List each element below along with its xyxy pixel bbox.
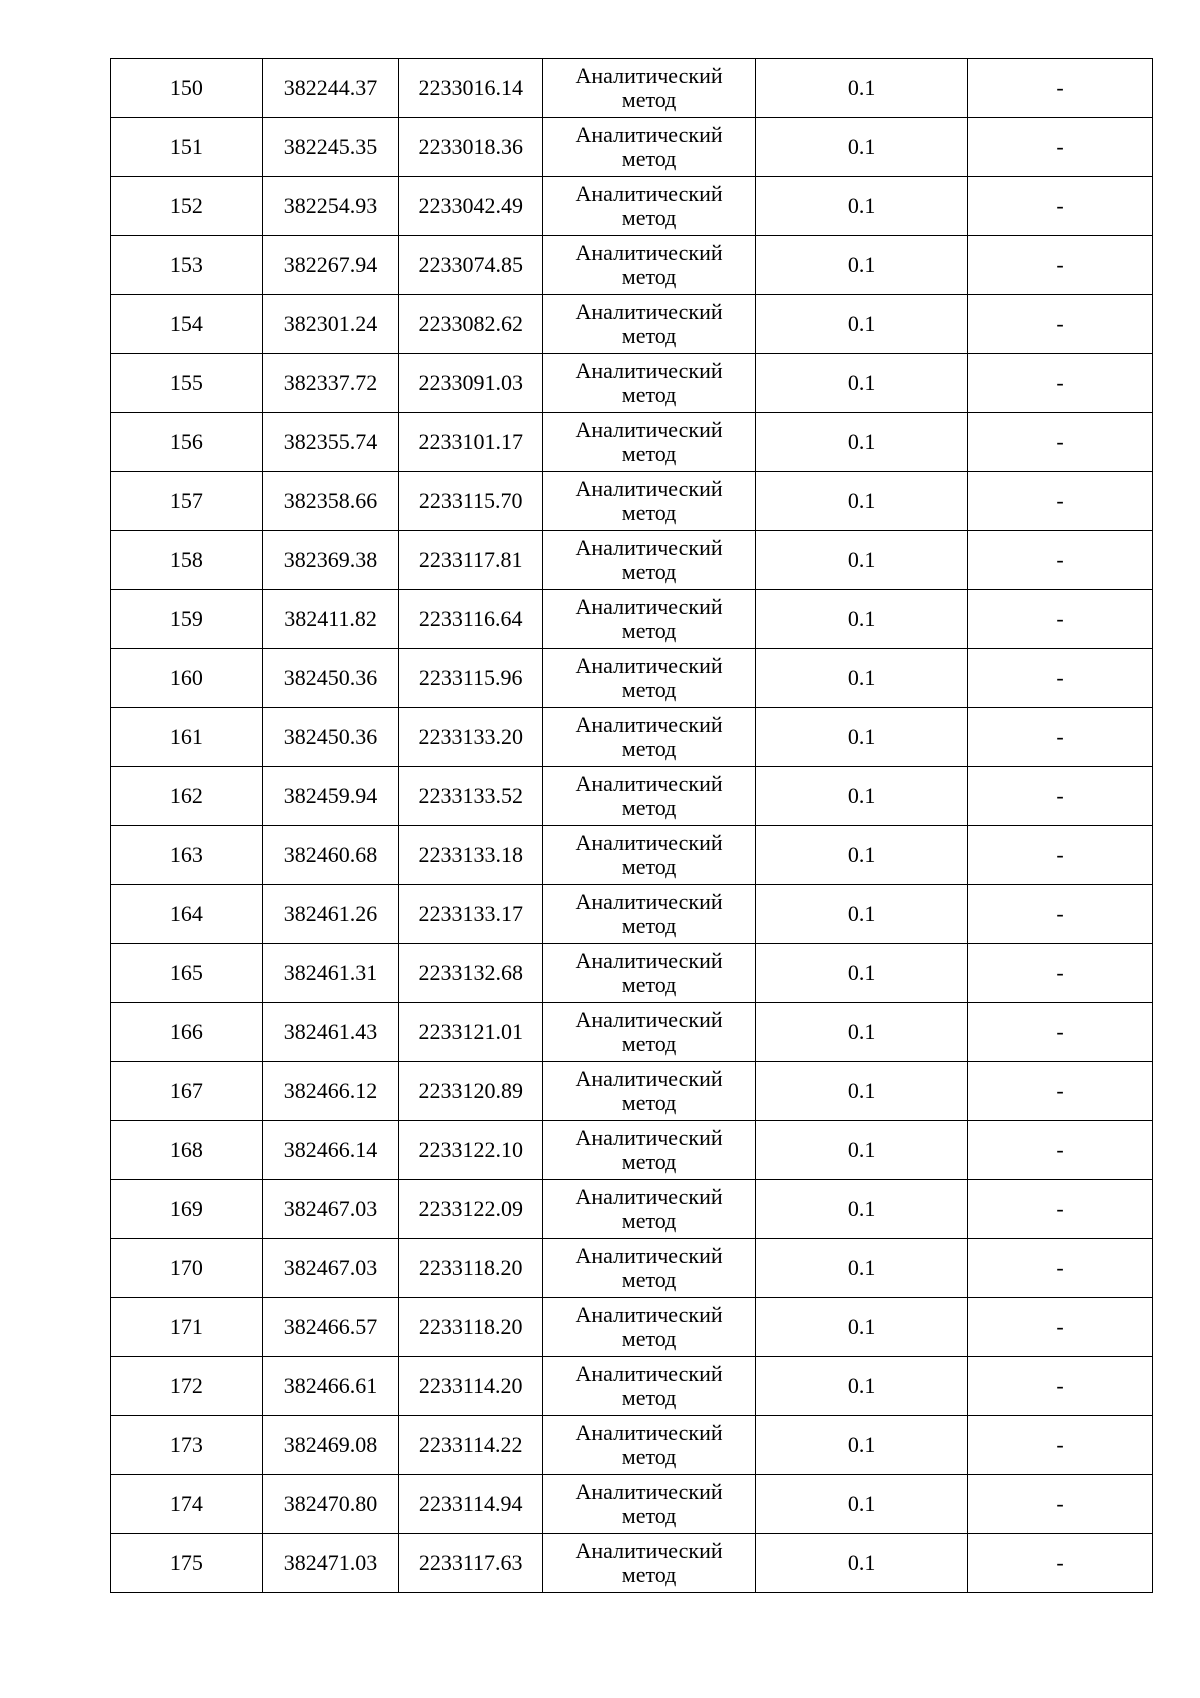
method-text-line: Аналитический bbox=[575, 830, 723, 855]
note-cell: - bbox=[968, 59, 1153, 118]
accuracy-cell: 0.1 bbox=[756, 1298, 968, 1357]
note-cell: - bbox=[968, 413, 1153, 472]
table-row bbox=[111, 1121, 1153, 1180]
point-number-cell: 150 bbox=[111, 59, 263, 118]
y-coordinate-cell: 2233101.17 bbox=[399, 413, 543, 472]
method-text-line: метод bbox=[621, 677, 677, 702]
x-coordinate-cell: 382337.72 bbox=[262, 354, 399, 413]
x-coordinate-cell: 382466.57 bbox=[262, 1298, 399, 1357]
y-coordinate-cell: 2233042.49 bbox=[399, 177, 543, 236]
note-cell: - bbox=[968, 885, 1153, 944]
method-text-line: Аналитический bbox=[575, 1420, 723, 1445]
method-text-line: метод bbox=[621, 87, 677, 112]
note-cell: - bbox=[968, 1062, 1153, 1121]
method-text-line: Аналитический bbox=[575, 594, 723, 619]
point-number-cell: 171 bbox=[111, 1298, 263, 1357]
y-coordinate-cell: 2233114.22 bbox=[399, 1416, 543, 1475]
y-coordinate-cell: 2233016.14 bbox=[399, 59, 543, 118]
method-text-line: метод bbox=[621, 736, 677, 761]
method-cell bbox=[543, 1180, 756, 1239]
y-coordinate-cell: 2233118.20 bbox=[399, 1239, 543, 1298]
table-row bbox=[111, 295, 1153, 354]
accuracy-cell: 0.1 bbox=[756, 590, 968, 649]
table-row bbox=[111, 1357, 1153, 1416]
method-text-line: метод bbox=[621, 1385, 677, 1410]
point-number-cell: 173 bbox=[111, 1416, 263, 1475]
point-number-cell: 155 bbox=[111, 354, 263, 413]
method-cell bbox=[543, 295, 756, 354]
point-number-cell: 154 bbox=[111, 295, 263, 354]
method-cell bbox=[543, 1475, 756, 1534]
accuracy-cell: 0.1 bbox=[756, 295, 968, 354]
y-coordinate-cell: 2233121.01 bbox=[399, 1003, 543, 1062]
x-coordinate-cell: 382466.61 bbox=[262, 1357, 399, 1416]
point-number-cell: 167 bbox=[111, 1062, 263, 1121]
method-cell bbox=[543, 354, 756, 413]
accuracy-cell: 0.1 bbox=[756, 1121, 968, 1180]
method-cell bbox=[543, 1003, 756, 1062]
y-coordinate-cell: 2233116.64 bbox=[399, 590, 543, 649]
accuracy-cell: 0.1 bbox=[756, 1239, 968, 1298]
method-cell bbox=[543, 177, 756, 236]
table-row bbox=[111, 1298, 1153, 1357]
x-coordinate-cell: 382301.24 bbox=[262, 295, 399, 354]
method-cell bbox=[543, 590, 756, 649]
note-cell: - bbox=[968, 472, 1153, 531]
note-cell: - bbox=[968, 1298, 1153, 1357]
table-row bbox=[111, 1003, 1153, 1062]
point-number-cell: 175 bbox=[111, 1534, 263, 1593]
method-cell bbox=[543, 236, 756, 295]
accuracy-cell: 0.1 bbox=[756, 826, 968, 885]
method-cell bbox=[543, 1357, 756, 1416]
y-coordinate-cell: 2233018.36 bbox=[399, 118, 543, 177]
table-row bbox=[111, 767, 1153, 826]
accuracy-cell: 0.1 bbox=[756, 472, 968, 531]
note-cell: - bbox=[968, 1003, 1153, 1062]
x-coordinate-cell: 382466.14 bbox=[262, 1121, 399, 1180]
note-cell: - bbox=[968, 354, 1153, 413]
y-coordinate-cell: 2233117.63 bbox=[399, 1534, 543, 1593]
method-text-line: Аналитический bbox=[575, 240, 723, 265]
y-coordinate-cell: 2233122.10 bbox=[399, 1121, 543, 1180]
method-cell bbox=[543, 826, 756, 885]
table-row bbox=[111, 826, 1153, 885]
method-text-line: метод bbox=[621, 264, 677, 289]
x-coordinate-cell: 382450.36 bbox=[262, 708, 399, 767]
method-text-line: метод bbox=[621, 382, 677, 407]
method-text-line: метод bbox=[621, 795, 677, 820]
table-row bbox=[111, 708, 1153, 767]
table-row bbox=[111, 354, 1153, 413]
method-text-line: метод bbox=[621, 913, 677, 938]
x-coordinate-cell: 382467.03 bbox=[262, 1239, 399, 1298]
table-row bbox=[111, 413, 1153, 472]
note-cell: - bbox=[968, 1357, 1153, 1416]
point-number-cell: 162 bbox=[111, 767, 263, 826]
table-row bbox=[111, 1180, 1153, 1239]
point-number-cell: 159 bbox=[111, 590, 263, 649]
method-text-line: метод bbox=[621, 1090, 677, 1115]
point-number-cell: 151 bbox=[111, 118, 263, 177]
x-coordinate-cell: 382450.36 bbox=[262, 649, 399, 708]
method-cell bbox=[543, 767, 756, 826]
table-row bbox=[111, 1475, 1153, 1534]
method-text-line: метод bbox=[621, 1208, 677, 1233]
coordinates-table bbox=[110, 58, 1153, 1593]
table-row bbox=[111, 236, 1153, 295]
x-coordinate-cell: 382267.94 bbox=[262, 236, 399, 295]
y-coordinate-cell: 2233118.20 bbox=[399, 1298, 543, 1357]
point-number-cell: 170 bbox=[111, 1239, 263, 1298]
y-coordinate-cell: 2233120.89 bbox=[399, 1062, 543, 1121]
table-row bbox=[111, 531, 1153, 590]
method-text-line: метод bbox=[621, 205, 677, 230]
x-coordinate-cell: 382244.37 bbox=[262, 59, 399, 118]
x-coordinate-cell: 382469.08 bbox=[262, 1416, 399, 1475]
note-cell: - bbox=[968, 708, 1153, 767]
note-cell: - bbox=[968, 1534, 1153, 1593]
x-coordinate-cell: 382461.31 bbox=[262, 944, 399, 1003]
accuracy-cell: 0.1 bbox=[756, 1003, 968, 1062]
method-cell bbox=[543, 1062, 756, 1121]
method-cell bbox=[543, 1121, 756, 1180]
note-cell: - bbox=[968, 177, 1153, 236]
method-text-line: метод bbox=[621, 1326, 677, 1351]
accuracy-cell: 0.1 bbox=[756, 1416, 968, 1475]
y-coordinate-cell: 2233074.85 bbox=[399, 236, 543, 295]
method-text-line: метод bbox=[621, 854, 677, 879]
method-cell bbox=[543, 944, 756, 1003]
method-text-line: Аналитический bbox=[575, 653, 723, 678]
x-coordinate-cell: 382460.68 bbox=[262, 826, 399, 885]
x-coordinate-cell: 382461.43 bbox=[262, 1003, 399, 1062]
y-coordinate-cell: 2233133.18 bbox=[399, 826, 543, 885]
point-number-cell: 168 bbox=[111, 1121, 263, 1180]
method-cell bbox=[543, 885, 756, 944]
point-number-cell: 174 bbox=[111, 1475, 263, 1534]
method-text-line: Аналитический bbox=[575, 535, 723, 560]
note-cell: - bbox=[968, 590, 1153, 649]
accuracy-cell: 0.1 bbox=[756, 118, 968, 177]
method-text-line: Аналитический bbox=[575, 417, 723, 442]
note-cell: - bbox=[968, 1180, 1153, 1239]
method-text-line: метод bbox=[621, 500, 677, 525]
point-number-cell: 153 bbox=[111, 236, 263, 295]
point-number-cell: 156 bbox=[111, 413, 263, 472]
method-text-line: Аналитический bbox=[575, 122, 723, 147]
accuracy-cell: 0.1 bbox=[756, 767, 968, 826]
y-coordinate-cell: 2233115.70 bbox=[399, 472, 543, 531]
method-text-line: Аналитический bbox=[575, 712, 723, 737]
method-text-line: метод bbox=[621, 441, 677, 466]
point-number-cell: 157 bbox=[111, 472, 263, 531]
method-cell bbox=[543, 1239, 756, 1298]
note-cell: - bbox=[968, 1416, 1153, 1475]
point-number-cell: 152 bbox=[111, 177, 263, 236]
x-coordinate-cell: 382467.03 bbox=[262, 1180, 399, 1239]
method-cell bbox=[543, 118, 756, 177]
y-coordinate-cell: 2233114.20 bbox=[399, 1357, 543, 1416]
method-cell bbox=[543, 1534, 756, 1593]
accuracy-cell: 0.1 bbox=[756, 1357, 968, 1416]
x-coordinate-cell: 382358.66 bbox=[262, 472, 399, 531]
x-coordinate-cell: 382355.74 bbox=[262, 413, 399, 472]
method-text-line: метод bbox=[621, 146, 677, 171]
accuracy-cell: 0.1 bbox=[756, 649, 968, 708]
method-cell bbox=[543, 59, 756, 118]
point-number-cell: 169 bbox=[111, 1180, 263, 1239]
method-text-line: Аналитический bbox=[575, 1538, 723, 1563]
method-text-line: Аналитический bbox=[575, 1302, 723, 1327]
y-coordinate-cell: 2233082.62 bbox=[399, 295, 543, 354]
method-cell bbox=[543, 472, 756, 531]
table-row bbox=[111, 177, 1153, 236]
note-cell: - bbox=[968, 826, 1153, 885]
method-cell bbox=[543, 1416, 756, 1475]
x-coordinate-cell: 382411.82 bbox=[262, 590, 399, 649]
method-text-line: метод bbox=[621, 1031, 677, 1056]
method-cell bbox=[543, 649, 756, 708]
method-text-line: Аналитический bbox=[575, 771, 723, 796]
point-number-cell: 161 bbox=[111, 708, 263, 767]
accuracy-cell: 0.1 bbox=[756, 413, 968, 472]
method-text-line: Аналитический bbox=[575, 1479, 723, 1504]
table-row bbox=[111, 649, 1153, 708]
method-text-line: Аналитический bbox=[575, 1243, 723, 1268]
y-coordinate-cell: 2233132.68 bbox=[399, 944, 543, 1003]
method-text-line: Аналитический bbox=[575, 1184, 723, 1209]
method-text-line: Аналитический bbox=[575, 476, 723, 501]
table-row bbox=[111, 59, 1153, 118]
accuracy-cell: 0.1 bbox=[756, 1534, 968, 1593]
point-number-cell: 165 bbox=[111, 944, 263, 1003]
method-cell bbox=[543, 1298, 756, 1357]
method-cell bbox=[543, 708, 756, 767]
note-cell: - bbox=[968, 1121, 1153, 1180]
note-cell: - bbox=[968, 1239, 1153, 1298]
point-number-cell: 163 bbox=[111, 826, 263, 885]
accuracy-cell: 0.1 bbox=[756, 177, 968, 236]
method-text-line: метод bbox=[621, 1149, 677, 1174]
x-coordinate-cell: 382461.26 bbox=[262, 885, 399, 944]
accuracy-cell: 0.1 bbox=[756, 708, 968, 767]
method-text-line: метод bbox=[621, 323, 677, 348]
method-text-line: Аналитический bbox=[575, 1125, 723, 1150]
y-coordinate-cell: 2233114.94 bbox=[399, 1475, 543, 1534]
table-row bbox=[111, 885, 1153, 944]
accuracy-cell: 0.1 bbox=[756, 531, 968, 590]
note-cell: - bbox=[968, 944, 1153, 1003]
method-text-line: метод bbox=[621, 1267, 677, 1292]
table-row bbox=[111, 944, 1153, 1003]
x-coordinate-cell: 382466.12 bbox=[262, 1062, 399, 1121]
y-coordinate-cell: 2233133.17 bbox=[399, 885, 543, 944]
note-cell: - bbox=[968, 531, 1153, 590]
table-row bbox=[111, 1416, 1153, 1475]
table-row bbox=[111, 1239, 1153, 1298]
accuracy-cell: 0.1 bbox=[756, 1062, 968, 1121]
accuracy-cell: 0.1 bbox=[756, 885, 968, 944]
method-cell bbox=[543, 413, 756, 472]
accuracy-cell: 0.1 bbox=[756, 236, 968, 295]
table-row bbox=[111, 472, 1153, 531]
accuracy-cell: 0.1 bbox=[756, 1180, 968, 1239]
coordinates-table-body bbox=[111, 59, 1153, 1593]
accuracy-cell: 0.1 bbox=[756, 354, 968, 413]
x-coordinate-cell: 382471.03 bbox=[262, 1534, 399, 1593]
note-cell: - bbox=[968, 295, 1153, 354]
y-coordinate-cell: 2233133.20 bbox=[399, 708, 543, 767]
method-cell bbox=[543, 531, 756, 590]
accuracy-cell: 0.1 bbox=[756, 59, 968, 118]
point-number-cell: 160 bbox=[111, 649, 263, 708]
table-row bbox=[111, 118, 1153, 177]
y-coordinate-cell: 2233122.09 bbox=[399, 1180, 543, 1239]
x-coordinate-cell: 382245.35 bbox=[262, 118, 399, 177]
method-text-line: Аналитический bbox=[575, 1066, 723, 1091]
method-text-line: Аналитический bbox=[575, 299, 723, 324]
note-cell: - bbox=[968, 767, 1153, 826]
point-number-cell: 172 bbox=[111, 1357, 263, 1416]
table-row bbox=[111, 1062, 1153, 1121]
x-coordinate-cell: 382369.38 bbox=[262, 531, 399, 590]
x-coordinate-cell: 382470.80 bbox=[262, 1475, 399, 1534]
method-text-line: Аналитический bbox=[575, 63, 723, 88]
note-cell: - bbox=[968, 1475, 1153, 1534]
method-text-line: метод bbox=[621, 1503, 677, 1528]
accuracy-cell: 0.1 bbox=[756, 944, 968, 1003]
method-text-line: метод bbox=[621, 1444, 677, 1469]
y-coordinate-cell: 2233115.96 bbox=[399, 649, 543, 708]
point-number-cell: 164 bbox=[111, 885, 263, 944]
method-text-line: Аналитический bbox=[575, 1361, 723, 1386]
method-text-line: Аналитический bbox=[575, 948, 723, 973]
method-text-line: Аналитический bbox=[575, 889, 723, 914]
method-text-line: метод bbox=[621, 559, 677, 584]
method-text-line: Аналитический bbox=[575, 1007, 723, 1032]
y-coordinate-cell: 2233117.81 bbox=[399, 531, 543, 590]
note-cell: - bbox=[968, 118, 1153, 177]
method-text-line: метод bbox=[621, 1562, 677, 1587]
y-coordinate-cell: 2233133.52 bbox=[399, 767, 543, 826]
note-cell: - bbox=[968, 236, 1153, 295]
note-cell: - bbox=[968, 649, 1153, 708]
point-number-cell: 158 bbox=[111, 531, 263, 590]
method-text-line: метод bbox=[621, 618, 677, 643]
table-row bbox=[111, 590, 1153, 649]
method-text-line: Аналитический bbox=[575, 181, 723, 206]
method-text-line: Аналитический bbox=[575, 358, 723, 383]
point-number-cell: 166 bbox=[111, 1003, 263, 1062]
method-text-line: метод bbox=[621, 972, 677, 997]
x-coordinate-cell: 382459.94 bbox=[262, 767, 399, 826]
x-coordinate-cell: 382254.93 bbox=[262, 177, 399, 236]
accuracy-cell: 0.1 bbox=[756, 1475, 968, 1534]
y-coordinate-cell: 2233091.03 bbox=[399, 354, 543, 413]
table-row bbox=[111, 1534, 1153, 1593]
